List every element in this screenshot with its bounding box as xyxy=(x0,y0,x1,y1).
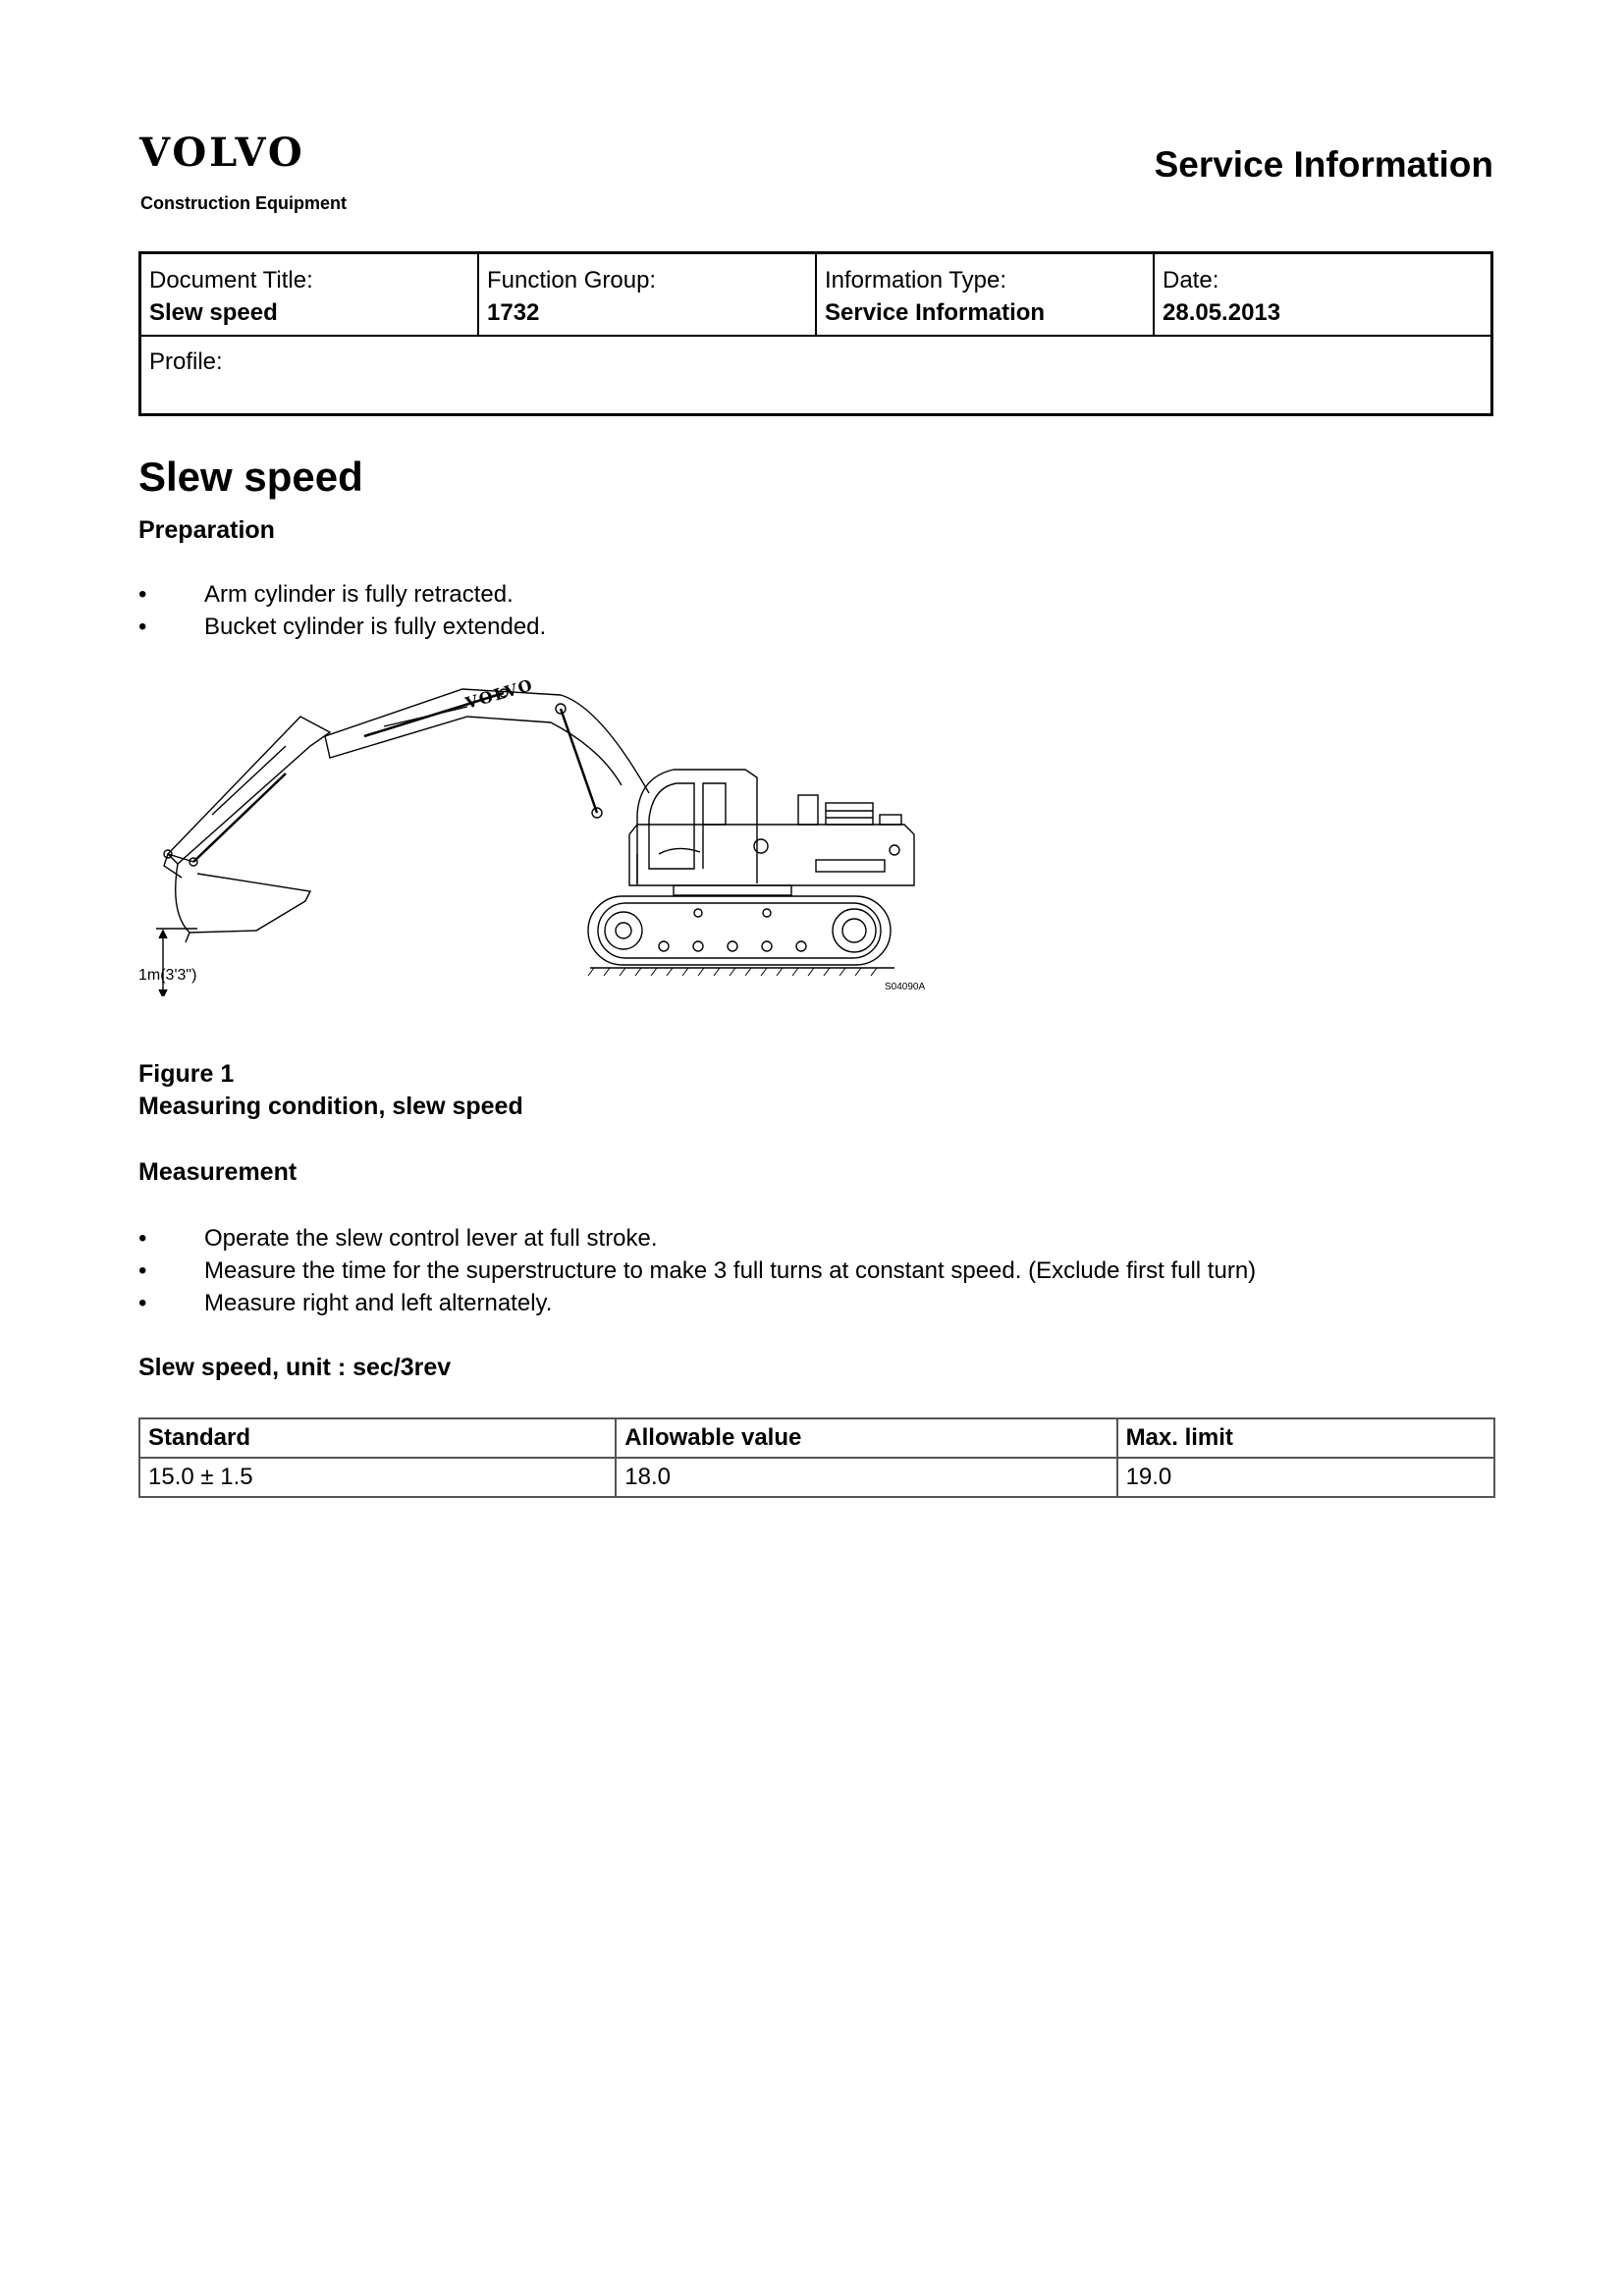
slew-speed-table xyxy=(138,1417,1495,1498)
measurement-list xyxy=(138,1222,1493,1319)
date-value: 28.05.2013 xyxy=(1163,299,1281,326)
bullet-icon: • xyxy=(138,581,147,608)
function-group-label: Function Group: xyxy=(487,267,657,294)
list-item-text: Measure the time for the superstructure to make 3 full turns at constant speed. (Exclude first full turn) xyxy=(204,1257,1257,1284)
brand-logo: VOLVO xyxy=(139,130,305,176)
list-item-text: Measure right and left alternately. xyxy=(204,1290,553,1316)
preparation-heading: Preparation xyxy=(138,516,275,544)
excavator-diagram xyxy=(138,667,944,996)
table-row xyxy=(139,1458,1494,1497)
list-item xyxy=(138,1255,1493,1287)
profile-cell xyxy=(141,337,1490,415)
function-group-cell xyxy=(479,254,817,335)
information-type-label: Information Type: xyxy=(825,267,1006,294)
document-title-label: Document Title: xyxy=(149,267,313,294)
preparation-list xyxy=(138,578,1493,643)
page-title: Slew speed xyxy=(138,454,363,500)
information-type-value: Service Information xyxy=(825,299,1046,326)
document-title-cell xyxy=(141,254,479,335)
column-header-allowable: Allowable value xyxy=(616,1418,1116,1458)
list-item-text: Arm cylinder is fully retracted. xyxy=(204,581,514,608)
list-item xyxy=(138,1222,1493,1255)
list-item-text: Bucket cylinder is fully extended. xyxy=(204,614,547,640)
brand-division: Construction Equipment xyxy=(140,193,347,213)
figure-caption: Measuring condition, slew speed xyxy=(138,1093,523,1120)
cell-standard: 15.0 ± 1.5 xyxy=(139,1458,616,1497)
information-type-cell xyxy=(817,254,1155,335)
bullet-icon: • xyxy=(138,1290,147,1316)
height-label: 1m(3'3") xyxy=(138,967,197,984)
bullet-icon: • xyxy=(138,1225,147,1252)
measurement-heading: Measurement xyxy=(138,1158,298,1186)
document-info-table xyxy=(138,251,1493,416)
list-item xyxy=(138,1287,1493,1319)
bullet-icon: • xyxy=(138,1257,147,1284)
date-cell xyxy=(1155,254,1490,335)
document-type-header: Service Information xyxy=(1154,144,1493,185)
boom-brand-text: VOLVO xyxy=(462,674,536,713)
cell-max-limit: 19.0 xyxy=(1117,1458,1494,1497)
table-header-row xyxy=(139,1418,1494,1458)
function-group-value: 1732 xyxy=(487,299,540,326)
figure-code: S04090A xyxy=(885,982,926,992)
bullet-icon: • xyxy=(138,614,147,640)
column-header-max-limit: Max. limit xyxy=(1117,1418,1494,1458)
list-item xyxy=(138,611,1493,643)
profile-label: Profile: xyxy=(149,348,223,375)
cell-allowable: 18.0 xyxy=(616,1458,1116,1497)
list-item-text: Operate the slew control lever at full stroke. xyxy=(204,1225,658,1252)
column-header-standard: Standard xyxy=(139,1418,616,1458)
spec-heading: Slew speed, unit : sec/3rev xyxy=(138,1354,452,1381)
document-title-value: Slew speed xyxy=(149,299,278,326)
figure-number: Figure 1 xyxy=(138,1060,235,1088)
date-label: Date: xyxy=(1163,267,1219,294)
list-item xyxy=(138,578,1493,611)
